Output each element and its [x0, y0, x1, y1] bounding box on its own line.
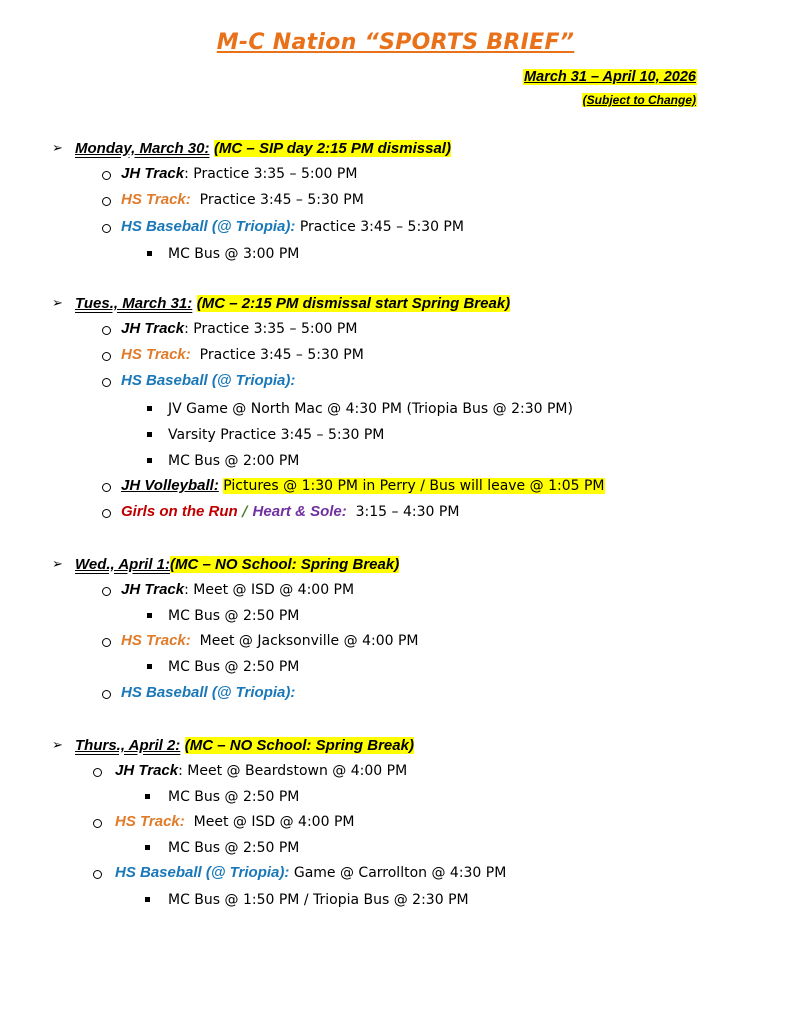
- arrow-bullet-icon: ➢: [52, 738, 63, 753]
- event-detail: Meet @ ISD @ 4:00 PM: [184, 814, 355, 830]
- team-hs-track: HS Track:: [121, 191, 191, 208]
- day-label: Thurs., April 2:: [75, 737, 181, 754]
- circle-bullet-icon: [93, 768, 102, 777]
- event-detail: Practice 3:45 – 5:30 PM: [190, 192, 364, 208]
- arrow-bullet-icon: ➢: [52, 557, 63, 572]
- circle-bullet-icon: [102, 638, 111, 647]
- team-hs-track: HS Track:: [121, 632, 191, 649]
- team-hs-track: HS Track:: [115, 813, 185, 830]
- day-heading-tuesday: [75, 294, 510, 314]
- team-heart-and-sole: Heart & Sole:: [252, 503, 347, 520]
- list-item: [121, 371, 295, 391]
- team-hs-baseball: HS Baseball (@ Triopia):: [121, 684, 296, 701]
- circle-bullet-icon: [102, 326, 111, 335]
- list-item: [121, 164, 357, 184]
- subject-to-change-note: (Subject to Change): [582, 93, 696, 107]
- team-jh-track: JH Track: [121, 165, 185, 182]
- event-detail: Meet @ Jacksonville @ 4:00 PM: [190, 633, 419, 649]
- day-note: (MC – NO School: Spring Break): [170, 556, 400, 573]
- event-detail: Practice 3:45 – 5:30 PM: [295, 219, 464, 235]
- list-item: [121, 217, 464, 237]
- day-heading-wednesday: [75, 555, 399, 575]
- event-detail: : Practice 3:35 – 5:00 PM: [184, 321, 358, 337]
- list-item: MC Bus @ 2:50 PM: [168, 659, 300, 675]
- list-item: [121, 319, 357, 339]
- square-bullet-icon: [147, 251, 152, 256]
- list-item: [121, 580, 354, 600]
- team-jh-track: JH Track: [121, 320, 185, 337]
- list-item: [121, 476, 605, 496]
- team-hs-baseball: HS Baseball (@ Triopia):: [115, 864, 290, 881]
- circle-bullet-icon: [102, 352, 111, 361]
- list-item: MC Bus @ 2:50 PM: [168, 608, 300, 624]
- list-item: [115, 761, 407, 781]
- event-detail: Game @ Carrollton @ 4:30 PM: [289, 865, 507, 881]
- square-bullet-icon: [145, 845, 150, 850]
- day-label: Tues., March 31:: [75, 295, 193, 312]
- square-bullet-icon: [147, 406, 152, 411]
- date-range: March 31 – April 10, 2026: [524, 69, 696, 85]
- team-hs-baseball: HS Baseball (@ Triopia):: [121, 372, 296, 389]
- circle-bullet-icon: [93, 819, 102, 828]
- circle-bullet-icon: [93, 870, 102, 879]
- list-item: MC Bus @ 2:00 PM: [168, 453, 300, 469]
- team-jh-track: JH Track: [115, 762, 179, 779]
- circle-bullet-icon: [102, 509, 111, 518]
- event-detail: Pictures @ 1:30 PM in Perry / Bus will leave @ 1:05 PM: [223, 478, 605, 494]
- day-note: (MC – 2:15 PM dismissal start Spring Break): [196, 295, 511, 312]
- team-jh-track: JH Track: [121, 581, 185, 598]
- team-jh-volleyball: JH Volleyball:: [121, 477, 219, 494]
- circle-bullet-icon: [102, 224, 111, 233]
- list-item: MC Bus @ 2:50 PM: [168, 840, 300, 856]
- arrow-bullet-icon: ➢: [52, 296, 63, 311]
- day-label: Wed., April 1:: [75, 556, 171, 573]
- list-item: [121, 683, 295, 703]
- day-label: Monday, March 30:: [75, 140, 210, 157]
- arrow-bullet-icon: ➢: [52, 141, 63, 156]
- day-heading-monday: [75, 139, 451, 159]
- list-item: [115, 863, 506, 883]
- list-item: [121, 345, 364, 365]
- team-hs-track: HS Track:: [121, 346, 191, 363]
- square-bullet-icon: [147, 664, 152, 669]
- page-title: M-C Nation “SPORTS BRIEF”: [216, 30, 575, 55]
- square-bullet-icon: [145, 794, 150, 799]
- list-item: MC Bus @ 3:00 PM: [168, 246, 300, 262]
- circle-bullet-icon: [102, 171, 111, 180]
- list-item: [121, 631, 418, 651]
- team-hs-baseball: HS Baseball (@ Triopia):: [121, 218, 296, 235]
- event-detail: : Meet @ ISD @ 4:00 PM: [184, 582, 355, 598]
- day-heading-thursday: [75, 736, 414, 756]
- separator: /: [237, 504, 253, 520]
- list-item: Varsity Practice 3:45 – 5:30 PM: [168, 427, 385, 443]
- circle-bullet-icon: [102, 587, 111, 596]
- circle-bullet-icon: [102, 378, 111, 387]
- event-detail: 3:15 – 4:30 PM: [346, 504, 460, 520]
- list-item: [121, 502, 459, 522]
- event-detail: : Practice 3:35 – 5:00 PM: [184, 166, 358, 182]
- day-note: (MC – SIP day 2:15 PM dismissal): [213, 140, 451, 157]
- square-bullet-icon: [147, 613, 152, 618]
- list-item: [121, 190, 364, 210]
- event-detail: Practice 3:45 – 5:30 PM: [190, 347, 364, 363]
- list-item: MC Bus @ 1:50 PM / Triopia Bus @ 2:30 PM: [168, 892, 469, 908]
- circle-bullet-icon: [102, 197, 111, 206]
- list-item: MC Bus @ 2:50 PM: [168, 789, 300, 805]
- circle-bullet-icon: [102, 483, 111, 492]
- list-item: JV Game @ North Mac @ 4:30 PM (Triopia Bus @ 2:30 PM): [168, 401, 573, 417]
- day-note: (MC – NO School: Spring Break): [184, 737, 414, 754]
- list-item: [115, 812, 354, 832]
- square-bullet-icon: [145, 897, 150, 902]
- square-bullet-icon: [147, 432, 152, 437]
- event-detail: : Meet @ Beardstown @ 4:00 PM: [178, 763, 408, 779]
- square-bullet-icon: [147, 458, 152, 463]
- circle-bullet-icon: [102, 690, 111, 699]
- team-girls-on-the-run: Girls on the Run: [121, 503, 238, 520]
